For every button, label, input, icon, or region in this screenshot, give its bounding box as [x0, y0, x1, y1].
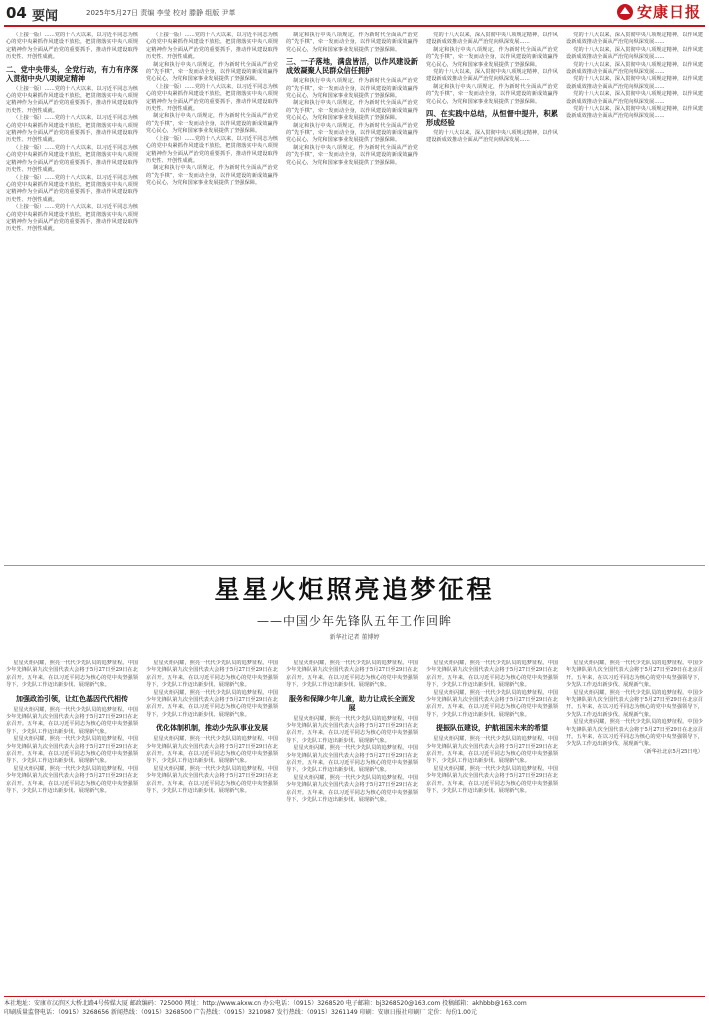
col1-text: （上接一版）……党的十八大以来，以习近平同志为核心的党中央紧抓作风建设不放松，把贯彻落实中央八项规定精神作为全面从严治党的重要抓手，推动作风建设取得历史性、开创性成就。	[6, 32, 138, 61]
col1-text-3: （上接一版）……党的十八大以来，以习近平同志为核心的党中央紧抓作风建设不放松，把贯彻落实中央八项规定精神作为全面从严治党的重要抓手，推动作风建设取得历史性、开创性成就。	[6, 115, 138, 144]
column-1	[6, 32, 138, 562]
col1-text-4: （上接一版）……党的十八大以来，以习近平同志为核心的党中央紧抓作风建设不放松，把贯彻落实中央八项规定精神作为全面从严治党的重要抓手，推动作风建设取得历史性、开创性成就。	[6, 144, 138, 174]
col3-text: 制定和执行中央八项规定，作为新时代全面从严治党的“先手棋”，牵一发而动全身，以作风建设的新成效赢得党心民心，为党和国家事业发展提供了坚强保障。	[286, 78, 418, 100]
col1-heading: 二、党中央带头，全党行动，有力有序深入贯彻中央八项规定精神	[6, 64, 138, 83]
col2-text-3: （上接一版）……党的十八大以来，以习近平同志为核心的党中央紧抓作风建设不放松，把贯彻落实中央八项规定精神作为全面从严治党的重要抓手，推动作风建设取得历史性、开创性成就。	[146, 83, 278, 113]
feature-text-13: 星星火炬闪耀，照亮一代代少先队员的追梦征程。中国少年先锋队第九次全国代表大会将于5月27日至29日在北京召开。五年来，在以习近平同志为核心的党中央坚强领导下，少先队工作迈出新步伐、展现新气象。	[426, 689, 558, 718]
col3-text-pre: 制定和执行中央八项规定，作为新时代全面从严治党的“先手棋”，牵一发而动全身，以作风建设的新成效赢得党心民心，为党和国家事业发展提供了坚强保障。	[286, 32, 418, 53]
col5-text-2: 党的十八大以来，深入贯彻中央八项规定精神，以作风建设新成效推动全面从严治党向纵深发展……	[566, 46, 703, 61]
feature-section-2: 优化体制机制，推动少先队事业发展	[156, 723, 268, 733]
col5-text-4: 党的十八大以来，深入贯彻中央八项规定精神，以作风建设新成效推动全面从严治党向纵深发展……	[566, 76, 703, 90]
feature-text-12: 星星火炬闪耀，照亮一代代少先队员的追梦征程。中国少年先锋队第九次全国代表大会将于5月27日至29日在北京召开。五年来，在以习近平同志为核心的党中央坚强领导下，少先队工作迈出新步伐、展现新气象。	[426, 660, 558, 689]
col5-heading: 四、在实践中总结，从恒督中提升，积累形成经验	[426, 109, 558, 128]
col3-heading: 三、一子落地，满盘皆活，以作风建设新成效凝聚人民群众信任拥护	[286, 57, 418, 76]
col5-text-5: 党的十八大以来，深入贯彻中央八项规定精神，以作风建设新成效推动全面从严治党向纵深发展……	[566, 91, 703, 105]
col3-text-2: 制定和执行中央八项规定，作为新时代全面从严治党的“先手棋”，牵一发而动全身，以作风建设的新成效赢得党心民心，为党和国家事业发展提供了坚强保障。	[286, 100, 418, 122]
col2-text-6: 制定和执行中央八项规定，作为新时代全面从严治党的“先手棋”，牵一发而动全身，以作风建设的新成效赢得党心民心，为党和国家事业发展提供了坚强保障。	[146, 165, 278, 187]
header-rule	[4, 25, 705, 27]
column-4	[426, 32, 558, 562]
logo-emblem-icon	[616, 3, 634, 21]
column-2	[146, 32, 278, 562]
newspaper-name: 安康日报	[636, 3, 701, 21]
col5-text: 党的十八大以来，深入贯彻中央八项规定精神，以作风建设新成效推动全面从严治党向纵深发展……	[566, 32, 703, 46]
col1-text-6: （上接一版）……党的十八大以来，以习近平同志为核心的党中央紧抓作风建设不放松，把贯彻落实中央八项规定精神作为全面从严治党的重要抓手，推动作风建设取得历史性、开创性成就。	[6, 204, 138, 233]
feature-title-block	[12, 570, 697, 641]
feature-section-4: 提振队伍建设，护航祖国未来的希望	[436, 723, 548, 733]
feature-text-14: 星星火炬闪耀，照亮一代代少先队员的追梦征程。中国少年先锋队第九次全国代表大会将于5月27日至29日在北京召开。五年来，在以习近平同志为核心的党中央坚强领导下，少先队工作迈出新步伐、展现新气象。	[426, 736, 558, 765]
column-5	[566, 32, 703, 562]
feature-column-4	[426, 660, 558, 990]
feature-text-4: 星星火炬闪耀，照亮一代代少先队员的追梦征程。中国少年先锋队第九次全国代表大会将于5月27日至29日在北京召开。五年来，在以习近平同志为核心的党中央坚强领导下，少先队工作迈出新步伐、展现新气象。	[146, 660, 278, 689]
col4-text-5: 党的十八大以来，深入贯彻中央八项规定精神，以作风建设新成效推动全面从严治党向纵深发展……	[426, 130, 558, 144]
col3-text-3: 制定和执行中央八项规定，作为新时代全面从严治党的“先手棋”，牵一发而动全身，以作风建设的新成效赢得党心民心，为党和国家事业发展提供了坚强保障。	[286, 122, 418, 144]
feature-text-11: 星星火炬闪耀，照亮一代代少先队员的追梦征程。中国少年先锋队第九次全国代表大会将于5月27日至29日在北京召开。五年来，在以习近平同志为核心的党中央坚强领导下，少先队工作迈出新步伐、展现新气象。	[286, 774, 418, 804]
feature-text-18: 星星火炬闪耀，照亮一代代少先队员的追梦征程。中国少年先锋队第九次全国代表大会将于5月27日至29日在北京召开。五年来，在以习近平同志为核心的党中央坚强领导下，少先队工作迈出新步伐、展现新气象。	[566, 719, 703, 748]
section-title: 要闻	[32, 9, 59, 24]
col1-text-5: （上接一版）……党的十八大以来，以习近平同志为核心的党中央紧抓作风建设不放松，把贯彻落实中央八项规定精神作为全面从严治党的重要抓手，推动作风建设取得历史性、开创性成就。	[6, 174, 138, 203]
feature-lead: 星星火炬闪耀，照亮一代代少先队员的追梦征程。中国少年先锋队第九次全国代表大会将于5月27日至29日在北京召开。五年来，在以习近平同志为核心的党中央坚强领导下，少先队工作迈出新步伐、展现新气象。	[6, 660, 138, 689]
feature-column-2	[146, 660, 278, 990]
column-3	[286, 32, 418, 562]
col5-text-6: 党的十八大以来，深入贯彻中央八项规定精神，以作风建设新成效推动全面从严治党向纵深发展……	[566, 106, 703, 120]
feature-text-17: 星星火炬闪耀，照亮一代代少先队员的追梦征程。中国少年先锋队第九次全国代表大会将于5月27日至29日在北京召开。五年来，在以习近平同志为核心的党中央坚强领导下，少先队工作迈出新步伐、展现新气象。	[566, 689, 703, 718]
feature-text-5: 星星火炬闪耀，照亮一代代少先队员的追梦征程。中国少年先锋队第九次全国代表大会将于5月27日至29日在北京召开。五年来，在以习近平同志为核心的党中央坚强领导下，少先队工作迈出新步伐、展现新气象。	[146, 689, 278, 718]
page-footer	[4, 996, 705, 1017]
page-header	[0, 0, 709, 24]
feature-title: 星星火炬照亮追梦征程	[214, 575, 495, 604]
feature-text-15: 星星火炬闪耀，照亮一代代少先队员的追梦征程。中国少年先锋队第九次全国代表大会将于5月27日至29日在北京召开。五年来，在以习近平同志为核心的党中央坚强领导下，少先队工作迈出新步伐、展现新气象。	[426, 765, 558, 795]
section-divider	[4, 565, 705, 566]
footer-line-1: 本社地址：安康市汉滨区大桥北路4号传媒大厦 邮政编码：725000 网址：http://www.akxw.cn 办公电话：（0915）3268520 电子邮箱：bj3268520@163.com 投稿邮箱：akhbbb@163.com	[4, 1000, 527, 1007]
newspaper-logo	[616, 1, 701, 22]
feature-text-1: 星星火炬闪耀，照亮一代代少先队员的追梦征程。中国少年先锋队第九次全国代表大会将于5月27日至29日在北京召开。五年来，在以习近平同志为核心的党中央坚强领导下，少先队工作迈出新步伐、展现新气象。	[6, 706, 138, 735]
feature-column-3	[286, 660, 418, 990]
feature-text-16: 星星火炬闪耀，照亮一代代少先队员的追梦征程。中国少年先锋队第九次全国代表大会将于5月27日至29日在北京召开。五年来，在以习近平同志为核心的党中央坚强领导下，少先队工作迈出新步伐、展现新气象。	[566, 660, 703, 689]
feature-column-5	[566, 660, 703, 990]
footer-line-2: 印刷质量监督电话：（0915）3268656 新闻热线：（0915）3268500 广告热线：（0915）3210987 发行热线：（0915）3261149 印刷：安康日报社印刷厂 定价：每份1.00元	[4, 1009, 477, 1016]
feature-text-6: 星星火炬闪耀，照亮一代代少先队员的追梦征程。中国少年先锋队第九次全国代表大会将于5月27日至29日在北京召开。五年来，在以习近平同志为核心的党中央坚强领导下，少先队工作迈出新步伐、展现新气象。	[146, 736, 278, 765]
col4-text-4: 制定和执行中央八项规定，作为新时代全面从严治党的“先手棋”，牵一发而动全身，以作风建设的新成效赢得党心民心，为党和国家事业发展提供了坚强保障。	[426, 83, 558, 105]
col2-text-5: （上接一版）……党的十八大以来，以习近平同志为核心的党中央紧抓作风建设不放松，把贯彻落实中央八项规定精神作为全面从严治党的重要抓手，推动作风建设取得历史性、开创性成就。	[146, 135, 278, 164]
feature-section-3: 服务和保障少年儿童，助力让成长全面发展	[289, 693, 415, 712]
feature-byline: 新华社记者 董博婷	[329, 634, 380, 641]
col4-text-3: 党的十八大以来，深入贯彻中央八项规定精神，以作风建设新成效推动全面从严治党向纵深发展……	[426, 69, 558, 83]
col3-text-4: 制定和执行中央八项规定，作为新时代全面从严治党的“先手棋”，牵一发而动全身，以作风建设的新成效赢得党心民心，为党和国家事业发展提供了坚强保障。	[286, 144, 418, 166]
feature-text-3: 星星火炬闪耀，照亮一代代少先队员的追梦征程。中国少年先锋队第九次全国代表大会将于5月27日至29日在北京召开。五年来，在以习近平同志为核心的党中央坚强领导下，少先队工作迈出新步伐、展现新气象。	[6, 765, 138, 795]
col2-text: （上接一版）……党的十八大以来，以习近平同志为核心的党中央紧抓作风建设不放松，把贯彻落实中央八项规定精神作为全面从严治党的重要抓手，推动作风建设取得历史性、开创性成就。	[146, 32, 278, 61]
feature-column-1	[6, 660, 138, 990]
feature-section-1: 加强政治引领，让红色基因代代相传	[16, 693, 128, 703]
feature-text-2: 星星火炬闪耀，照亮一代代少先队员的追梦征程。中国少年先锋队第九次全国代表大会将于5月27日至29日在北京召开。五年来，在以习近平同志为核心的党中央坚强领导下，少先队工作迈出新步伐、展现新气象。	[6, 736, 138, 765]
col1-text-2: （上接一版）……党的十八大以来，以习近平同志为核心的党中央紧抓作风建设不放松，把贯彻落实中央八项规定精神作为全面从严治党的重要抓手，推动作风建设取得历史性、开创性成就。	[6, 85, 138, 114]
col4-text: 党的十八大以来，深入贯彻中央八项规定精神，以作风建设新成效推动全面从严治党向纵深发展……	[426, 32, 558, 46]
editor-meta: 2025年5月27日 责编 李莹 校对 滕静 组版 尹革	[86, 9, 236, 17]
feature-text-10: 星星火炬闪耀，照亮一代代少先队员的追梦征程。中国少年先锋队第九次全国代表大会将于5月27日至29日在北京召开。五年来，在以习近平同志为核心的党中央坚强领导下，少先队工作迈出新步伐、展现新气象。	[286, 745, 418, 774]
col5-text-3: 党的十八大以来，深入贯彻中央八项规定精神，以作风建设新成效推动全面从严治党向纵深发展……	[566, 61, 703, 76]
feature-text-7: 星星火炬闪耀，照亮一代代少先队员的追梦征程。中国少年先锋队第九次全国代表大会将于5月27日至29日在北京召开。五年来，在以习近平同志为核心的党中央坚强领导下，少先队工作迈出新步伐、展现新气象。	[146, 765, 278, 795]
feature-subtitle: ——中国少年先锋队五年工作回眸	[256, 614, 452, 628]
page-number: 04	[6, 4, 27, 22]
col4-text-2: 制定和执行中央八项规定，作为新时代全面从严治党的“先手棋”，牵一发而动全身，以作风建设的新成效赢得党心民心，为党和国家事业发展提供了坚强保障。	[426, 46, 558, 68]
col2-text-2: 制定和执行中央八项规定，作为新时代全面从严治党的“先手棋”，牵一发而动全身，以作风建设的新成效赢得党心民心，为党和国家事业发展提供了坚强保障。	[146, 61, 278, 83]
feature-source: （新华社北京5月25日电）	[641, 748, 703, 755]
feature-text-8: 星星火炬闪耀，照亮一代代少先队员的追梦征程。中国少年先锋队第九次全国代表大会将于5月27日至29日在北京召开。五年来，在以习近平同志为核心的党中央坚强领导下，少先队工作迈出新步伐、展现新气象。	[286, 660, 418, 689]
col2-text-4: 制定和执行中央八项规定，作为新时代全面从严治党的“先手棋”，牵一发而动全身，以作风建设的新成效赢得党心民心，为党和国家事业发展提供了坚强保障。	[146, 113, 278, 135]
feature-text-9: 星星火炬闪耀，照亮一代代少先队员的追梦征程。中国少年先锋队第九次全国代表大会将于5月27日至29日在北京召开。五年来，在以习近平同志为核心的党中央坚强领导下，少先队工作迈出新步伐、展现新气象。	[286, 715, 418, 744]
